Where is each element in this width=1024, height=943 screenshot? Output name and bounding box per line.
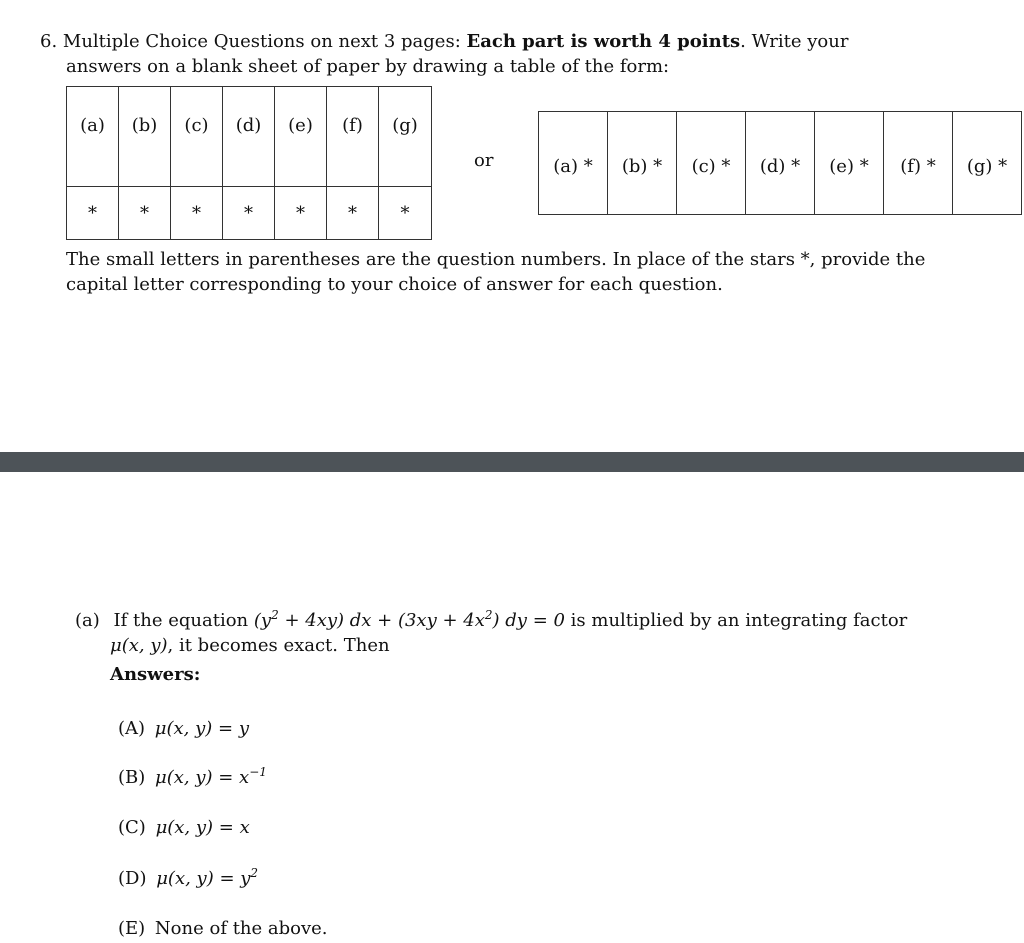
- points-emphasis: Each part is worth 4 points: [466, 31, 741, 52]
- question-cell-f: (f): [327, 87, 379, 187]
- equation-part-3: ) dy = 0: [492, 610, 565, 631]
- question-cell-a: (a): [67, 87, 119, 187]
- star-cell-a: *: [67, 187, 119, 240]
- single-cell-c: (c) *: [677, 112, 746, 215]
- question-cell-e: (e): [275, 87, 327, 187]
- choice-d-exponent: 2: [250, 866, 259, 880]
- choice-a: [118, 717, 249, 741]
- choice-d-letter: (D): [118, 868, 147, 889]
- choice-c-letter: (C): [118, 817, 146, 838]
- answer-table-star-row: [67, 187, 432, 240]
- answer-table-header-row: [67, 87, 432, 187]
- star-cell-b: *: [119, 187, 171, 240]
- choice-b-exponent: −1: [249, 765, 267, 779]
- question-label: (a): [75, 610, 100, 631]
- instructions-text-start: 6. Multiple Choice Questions on next 3 pages:: [40, 31, 467, 52]
- answers-heading: Answers:: [110, 664, 201, 685]
- question-a-line-1: [75, 609, 907, 633]
- single-cell-b: (b) *: [608, 112, 677, 215]
- star-cell-e: *: [275, 187, 327, 240]
- star-cell-d: *: [223, 187, 275, 240]
- choice-b-letter: (B): [118, 767, 146, 788]
- equation-exponent-1: 2: [271, 608, 279, 622]
- single-cell-d: (d) *: [746, 112, 815, 215]
- choice-b-expression: μ(x, y) = x: [155, 767, 250, 788]
- question-continuation: is multiplied by an integrating factor: [564, 610, 908, 631]
- integrating-factor: μ(x, y): [110, 635, 168, 656]
- question-intro: If the equation: [113, 610, 249, 631]
- single-cell-f: (f) *: [884, 112, 953, 215]
- question-cell-c: (c): [171, 87, 223, 187]
- differential-equation: [254, 610, 565, 631]
- answer-table-single-row: [539, 112, 1022, 215]
- choice-e: [118, 917, 328, 941]
- equation-part-2: + 4xy) dx + (3xy + 4x: [278, 610, 485, 631]
- question-cell-g: (g): [379, 87, 432, 187]
- star-cell-g: *: [379, 187, 432, 240]
- choice-a-expression: μ(x, y) = y: [154, 718, 249, 739]
- instructions-line-2: answers on a blank sheet of paper by drawing a table of the form:: [66, 56, 670, 77]
- exam-page-bottom: [0, 472, 1024, 943]
- equation-part-1: (y: [253, 610, 272, 631]
- answer-table-one-row: [538, 111, 1022, 215]
- choice-e-letter: (E): [118, 918, 146, 939]
- question-line-2-text: , it becomes exact. Then: [167, 635, 390, 656]
- equation-exponent-2: 2: [484, 608, 493, 622]
- note-line-1: The small letters in parentheses are the question numbers. In place of the stars *, provide the: [66, 249, 926, 270]
- choice-a-letter: (A): [118, 718, 146, 739]
- or-separator: or: [474, 150, 494, 171]
- single-cell-a: (a) *: [539, 112, 608, 215]
- question-a-line-2: [110, 634, 390, 658]
- question-cell-b: (b): [119, 87, 171, 187]
- choice-c: [118, 816, 250, 840]
- choice-b: [118, 766, 267, 790]
- answer-table-two-row: [66, 86, 432, 240]
- single-cell-g: (g) *: [953, 112, 1022, 215]
- choice-d-expression: μ(x, y) = y: [156, 868, 251, 889]
- note-line-2: capital letter corresponding to your choice of answer for each question.: [66, 274, 723, 295]
- choice-c-expression: μ(x, y) = x: [155, 817, 250, 838]
- star-cell-c: *: [171, 187, 223, 240]
- page-divider: [0, 452, 1024, 472]
- exam-page-top: [0, 0, 1024, 452]
- single-cell-e: (e) *: [815, 112, 884, 215]
- star-cell-f: *: [327, 187, 379, 240]
- instructions-line-1: [40, 30, 848, 54]
- choice-d: [118, 867, 258, 891]
- question-cell-d: (d): [223, 87, 275, 187]
- instructions-text-end: . Write your: [740, 31, 849, 52]
- choice-e-text: None of the above.: [154, 918, 328, 939]
